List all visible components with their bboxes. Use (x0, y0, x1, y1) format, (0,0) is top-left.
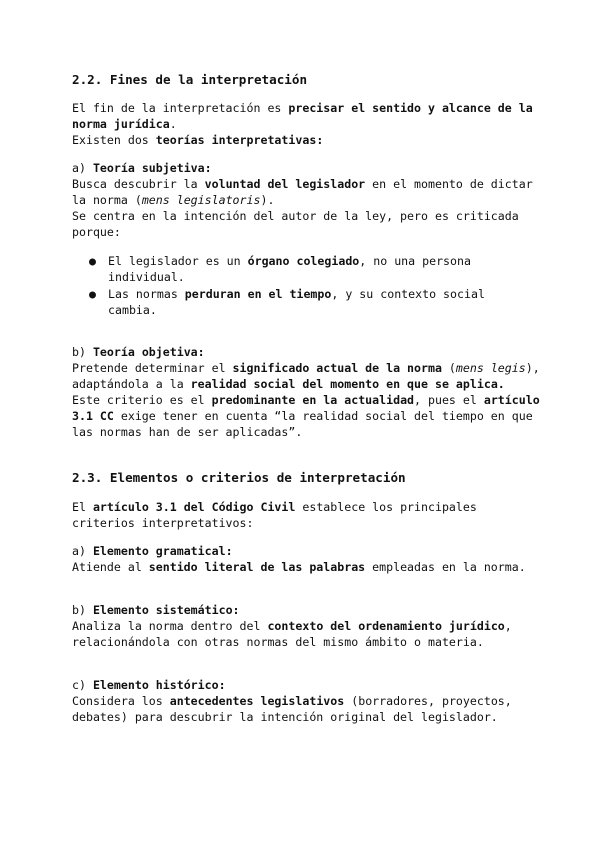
bullet-text: , no una persona individual. (108, 254, 471, 284)
paragraph-bold-text: voluntad del legislador (204, 177, 366, 191)
bullet-bold-text: perduran en el tiempo (184, 287, 332, 301)
paragraph-text: El (72, 500, 93, 514)
paragraph-text: Considera los (72, 694, 170, 708)
paragraph-bold-text: . (497, 377, 505, 391)
criticism-bullet-list (72, 253, 532, 319)
paragraph-text: Atiende al (72, 560, 149, 574)
paragraph-text: Analiza la norma dentro del (72, 619, 268, 633)
theories-colon: : (316, 133, 324, 147)
theories-text: Existen dos (72, 133, 156, 147)
paragraph-bold-text: artículo 3.1 del Código Civil (92, 500, 296, 514)
paragraph-bold-text: sentido literal de las palabras (148, 560, 366, 574)
paragraph-text: empleadas en la norma. (365, 560, 526, 574)
item-label: a) (72, 544, 93, 558)
grammatical-element-block (72, 543, 542, 575)
intro-text-end: . (169, 117, 177, 131)
item-label: c) (72, 678, 93, 692)
systematic-element-block (72, 602, 542, 650)
paragraph-bold-text: artículo 3.1 CC (72, 393, 547, 423)
item-label: a) (72, 161, 93, 175)
objective-theory-title: Teoría objetiva: (92, 345, 205, 359)
bullet-text: Las normas (108, 287, 185, 301)
paragraph-bold-text: predominante en la actualidad (211, 393, 415, 407)
paragraph-text: Busca descubrir la (72, 177, 205, 191)
bullet-text: , y su contexto social cambia. (108, 287, 485, 317)
objective-theory-block (72, 344, 547, 440)
paragraph-italic-text: mens legis (455, 361, 526, 375)
historical-element-block (72, 677, 542, 725)
paragraph-bold-text: antecedentes legislativos (169, 694, 345, 708)
paragraph-text: exige tener en cuenta “la realidad social del tiempo en que las normas han de ser aplicadas”. (72, 409, 540, 439)
paragraph-bold-text: contexto del ordenamiento jurídico (267, 619, 505, 633)
paragraph-text: Se centra en la intención del autor de la ley, pero es criticada porque: (72, 209, 526, 239)
paragraph-bold-text: significado actual de la norma (232, 361, 442, 375)
section-heading-2-3: 2.3. Elementos o criterios de interpretación (72, 470, 406, 485)
bullet-icon: ● (89, 287, 96, 301)
list-item (72, 286, 532, 318)
paragraph-italic-text: mens legislatoris (141, 193, 261, 207)
intro-paragraph (72, 100, 542, 148)
subjective-theory-block (72, 160, 542, 240)
grammatical-element-title: Elemento gramatical: (92, 544, 233, 558)
paragraph-text: ), adaptándola a la (72, 361, 547, 391)
item-label: b) (72, 345, 93, 359)
bullet-icon: ● (89, 254, 96, 268)
bullet-bold-text: órgano colegiado (247, 254, 360, 268)
bullet-text: El legislador es un (108, 254, 248, 268)
list-item (72, 253, 532, 285)
paragraph-text: (borradores, proyectos, debates) para descubrir la intención original del legislador. (72, 694, 519, 724)
paragraph-text: ). (260, 193, 275, 207)
paragraph-text: ( (441, 361, 456, 375)
systematic-element-title: Elemento sistemático: (92, 603, 240, 617)
intro-bold-text: precisar el sentido y alcance de la norma jurídica (72, 101, 540, 131)
paragraph-text: en el momento de dictar la norma ( (72, 177, 540, 207)
paragraph-text: , relacionándola con otras normas del mismo ámbito o materia. (72, 619, 519, 649)
paragraph-text: establece los principales criterios interpretativos: (72, 500, 484, 530)
subjective-theory-title: Teoría subjetiva: (92, 161, 212, 175)
paragraph-text: Pretende determinar el (72, 361, 233, 375)
section-heading-2-2: 2.2. Fines de la interpretación (72, 72, 308, 87)
paragraph-bold-text: realidad social del momento en que se aplica (190, 377, 498, 391)
historical-element-title: Elemento histórico: (92, 678, 226, 692)
theories-bold-text: teorías interpretativas (155, 133, 317, 147)
intro-text: El fin de la interpretación es (72, 101, 289, 115)
criteria-intro-paragraph (72, 499, 542, 531)
paragraph-text: Este criterio es el (72, 393, 212, 407)
paragraph-text: , pues el (414, 393, 484, 407)
item-label: b) (72, 603, 93, 617)
